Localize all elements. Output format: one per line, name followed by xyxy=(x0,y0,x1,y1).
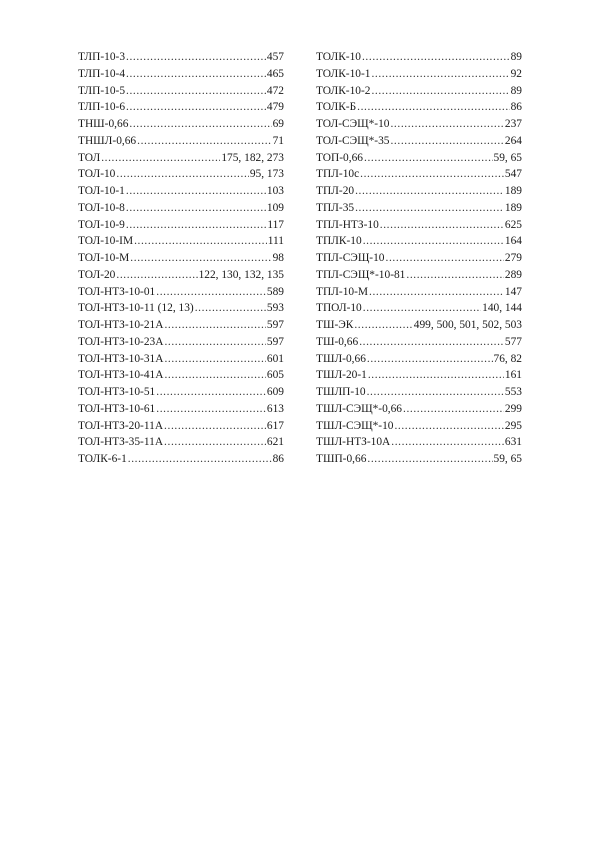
index-entry-pages: 577 xyxy=(504,335,522,348)
index-entry-pages: 609 xyxy=(266,386,284,398)
dot-leader xyxy=(364,150,493,167)
index-entry-pages: 553 xyxy=(504,386,522,398)
dot-leader xyxy=(371,83,509,100)
index-entry xyxy=(78,284,284,301)
index-entry-pages: 111 xyxy=(267,235,284,248)
index-entry-pages: 617 xyxy=(266,419,284,432)
dot-leader xyxy=(406,267,504,284)
index-entry xyxy=(78,49,284,66)
index-entry-pages: 86 xyxy=(510,101,522,114)
dot-leader xyxy=(355,200,504,217)
dot-leader xyxy=(164,317,265,334)
index-entry-term: ТПЛ-10-М xyxy=(316,285,369,298)
index-entry xyxy=(78,99,284,116)
index-column-right xyxy=(316,49,522,468)
dot-leader xyxy=(164,351,265,368)
dot-leader xyxy=(126,66,266,83)
index-entry xyxy=(316,217,522,234)
index-entry xyxy=(316,183,522,200)
index-entry-term: ТОЛ-10 xyxy=(78,168,116,181)
index-entry xyxy=(316,83,522,100)
index-entry-term: ТПЛ-СЭЩ-10 xyxy=(316,252,385,264)
index-entry-term: ТШЛ-20-1 xyxy=(316,369,367,382)
dot-leader xyxy=(156,284,266,301)
dot-leader xyxy=(355,183,504,200)
index-entry-term: ТОЛ-10-М xyxy=(78,252,130,264)
index-entry-term: ТОЛ-НТЗ-10-31А xyxy=(78,352,164,365)
index-entry-pages: 597 xyxy=(266,335,284,348)
dot-leader xyxy=(360,166,504,183)
index-entry-pages: 109 xyxy=(266,201,284,214)
index-entry-term: ТОЛ-НТЗ-10-61 xyxy=(78,402,156,415)
index-entry-term: ТШП-0,66 xyxy=(316,453,367,465)
index-entry xyxy=(78,66,284,83)
index-entry-pages: 59, 65 xyxy=(493,151,522,164)
index-entry-term: ТОЛК-6-1 xyxy=(78,453,127,465)
index-entry-pages: 92 xyxy=(510,67,522,80)
index-entry-pages: 605 xyxy=(266,369,284,382)
index-entry-term: ТОЛ xyxy=(78,151,101,164)
index-entry xyxy=(316,166,522,183)
index-entry-term: ТОЛ-20 xyxy=(78,268,116,281)
index-entry-pages: 189 xyxy=(504,201,522,214)
index-entry-term: ТОЛК-10-1 xyxy=(316,67,371,80)
index-entry-term: ТОЛК-10 xyxy=(316,51,361,63)
index-entry xyxy=(78,300,284,317)
index-entry-term: ТПЛ-СЭЩ*-10-81 xyxy=(316,268,406,281)
index-entry-term: ТОЛ-НТЗ-10-01 xyxy=(78,285,156,298)
dot-leader xyxy=(130,250,271,267)
index-entry xyxy=(78,401,284,418)
index-entry-pages: 631 xyxy=(504,436,522,449)
index-entry-term: ТОЛК-Б xyxy=(316,101,357,114)
index-entry-pages: 122, 130, 132, 135 xyxy=(198,268,284,281)
dot-leader xyxy=(380,217,504,234)
index-entry-pages: 147 xyxy=(504,285,522,298)
index-entry xyxy=(78,183,284,200)
dot-leader xyxy=(368,367,504,384)
index-entry-term: ТОЛ-НТЗ-10-11 (12, 13) xyxy=(78,302,194,315)
index-entry xyxy=(78,133,284,150)
dot-leader xyxy=(391,434,504,451)
index-entry-term: ТШ-ЭК xyxy=(316,319,354,331)
index-entry xyxy=(316,418,522,435)
index-entry-pages: 295 xyxy=(504,419,522,432)
index-entry-pages: 264 xyxy=(504,134,522,147)
index-entry xyxy=(316,284,522,301)
index-entry xyxy=(316,150,522,167)
dot-leader xyxy=(126,99,266,116)
index-entry xyxy=(78,267,284,284)
dot-leader xyxy=(128,451,272,468)
index-entry-term: ТОЛ-СЭЩ*-35 xyxy=(316,134,390,147)
index-entry-term: ТОЛ-НТЗ-20-11А xyxy=(78,419,164,432)
index-entry-term: ТОЛ-НТЗ-10-23А xyxy=(78,335,164,348)
index-entry xyxy=(78,116,284,133)
index-entry-pages: 472 xyxy=(266,84,284,97)
dot-leader xyxy=(126,183,266,200)
dot-leader xyxy=(126,83,266,100)
dot-leader xyxy=(367,384,504,401)
index-entry-term: ТЛП-10-4 xyxy=(78,67,126,80)
index-entry-term: ТОЛ-НТЗ-10-41А xyxy=(78,369,164,382)
dot-leader xyxy=(137,133,271,150)
index-entry xyxy=(316,317,522,334)
index-entry-pages: 89 xyxy=(510,51,522,63)
index-entry-term: ТОЛ-НТЗ-10-21А xyxy=(78,319,164,331)
index-entry-pages: 499, 500, 501, 502, 503 xyxy=(413,319,522,331)
dot-leader xyxy=(164,434,266,451)
index-entry xyxy=(78,250,284,267)
index-entry-pages: 95, 173 xyxy=(249,168,284,181)
index-entry xyxy=(78,434,284,451)
index-entry xyxy=(78,217,284,234)
index-entry-pages: 89 xyxy=(510,84,522,97)
index-entry-term: ТОЛ-10-IM xyxy=(78,235,134,248)
dot-leader xyxy=(371,66,509,83)
index-entry-term: ТЛП-10-5 xyxy=(78,84,126,97)
index-entry-term: ТШЛ-0,66 xyxy=(316,352,366,365)
index-entry xyxy=(316,267,522,284)
index-entry xyxy=(316,351,522,368)
dot-leader xyxy=(390,116,503,133)
dot-leader xyxy=(134,233,267,250)
dot-leader xyxy=(354,317,412,334)
index-entry xyxy=(78,83,284,100)
index-entry-pages: 601 xyxy=(266,352,284,365)
index-entry xyxy=(316,116,522,133)
index-entry-pages: 457 xyxy=(266,51,284,63)
dot-leader xyxy=(363,300,481,317)
index-entry-term: ТОЛ-10-1 xyxy=(78,185,125,197)
index-entry-term: ТШЛ-СЭЩ*-0,66 xyxy=(316,402,402,415)
index-entry-term: ТОЛ-10-9 xyxy=(78,218,125,231)
dot-leader xyxy=(367,451,492,468)
dot-leader xyxy=(156,401,266,418)
dot-leader xyxy=(164,334,265,351)
dot-leader xyxy=(156,384,266,401)
index-entry-pages: 164 xyxy=(504,235,522,248)
index-entry-term: ТПЛ-НТЗ-10 xyxy=(316,218,379,231)
dot-leader xyxy=(195,300,266,317)
index-entry-term: ТЛП-10-6 xyxy=(78,101,126,114)
index-entry-pages: 299 xyxy=(504,402,522,415)
dot-leader xyxy=(359,334,504,351)
index-entry-pages: 86 xyxy=(272,453,284,465)
index-entry-pages: 479 xyxy=(266,101,284,114)
index-entry-pages: 117 xyxy=(267,218,284,231)
index-entry-pages: 59, 65 xyxy=(493,453,522,465)
index-entry-pages: 103 xyxy=(266,185,284,197)
index-entry-pages: 597 xyxy=(266,319,284,331)
index-entry xyxy=(316,384,522,401)
dot-leader xyxy=(101,150,220,167)
index-entry-term: ТОЛ-НТЗ-35-11А xyxy=(78,436,164,449)
dot-leader xyxy=(116,166,248,183)
index-entry-pages: 161 xyxy=(504,369,522,382)
index-entry xyxy=(78,200,284,217)
dot-leader xyxy=(126,200,266,217)
index-entry-term: ТОП-0,66 xyxy=(316,151,363,164)
dot-leader xyxy=(403,401,504,418)
dot-leader xyxy=(129,116,271,133)
index-entry-term: ТНШЛ-0,66 xyxy=(78,134,137,147)
index-entry xyxy=(316,367,522,384)
index-entry-term: ТЛП-10-3 xyxy=(78,51,126,63)
index-entry xyxy=(316,99,522,116)
index-entry-pages: 175, 182, 273 xyxy=(221,151,284,164)
index-entry-pages: 593 xyxy=(266,302,284,315)
dot-leader xyxy=(357,99,509,116)
index-entry xyxy=(78,150,284,167)
index-entry-term: ТПОЛ-10 xyxy=(316,302,362,315)
dot-leader xyxy=(362,49,510,66)
index-entry-pages: 237 xyxy=(504,118,522,130)
index-entry-term: ТШ-0,66 xyxy=(316,335,359,348)
index-entry-term: ТШЛП-10 xyxy=(316,386,366,398)
index-entry xyxy=(316,250,522,267)
index-entry-term: ТОЛК-10-2 xyxy=(316,84,371,97)
dot-leader xyxy=(126,217,266,234)
index-entry xyxy=(78,384,284,401)
index-entry xyxy=(316,49,522,66)
index-entry xyxy=(316,334,522,351)
index-entry-term: ТШЛ-СЭЩ*-10 xyxy=(316,419,394,432)
index-entry xyxy=(78,317,284,334)
index-entry-pages: 589 xyxy=(266,285,284,298)
dot-leader xyxy=(386,250,504,267)
dot-leader xyxy=(126,49,266,66)
dot-leader xyxy=(394,418,503,435)
index-entry-term: ТОЛ-СЭЩ*-10 xyxy=(316,118,390,130)
index-entry xyxy=(316,401,522,418)
index-entry xyxy=(78,367,284,384)
index-entry-pages: 613 xyxy=(266,402,284,415)
dot-leader xyxy=(116,267,197,284)
index-entry-term: ТПЛК-10 xyxy=(316,235,362,248)
dot-leader xyxy=(369,284,504,301)
index-entry-pages: 189 xyxy=(504,185,522,197)
index-entry xyxy=(316,133,522,150)
dot-leader xyxy=(367,351,493,368)
index-entry-pages: 289 xyxy=(504,268,522,281)
index-entry-term: ТШЛ-НТЗ-10А xyxy=(316,436,391,449)
index-entry-pages: 547 xyxy=(504,168,522,181)
index-entry-pages: 465 xyxy=(266,67,284,80)
dot-leader xyxy=(363,233,504,250)
index-entry xyxy=(316,300,522,317)
index-entry xyxy=(78,233,284,250)
index-entry xyxy=(78,351,284,368)
index-entry xyxy=(78,334,284,351)
index-entry-pages: 279 xyxy=(504,252,522,264)
index-entry-term: ТПЛ-20 xyxy=(316,185,355,197)
index-entry xyxy=(78,451,284,468)
index-entry xyxy=(78,418,284,435)
index-entry-pages: 621 xyxy=(266,436,284,449)
index-entry xyxy=(78,166,284,183)
index-entry xyxy=(316,200,522,217)
index-entry-term: ТОЛ-10-8 xyxy=(78,201,125,214)
index-entry-pages: 76, 82 xyxy=(493,352,522,365)
index-entry-term: ТНШ-0,66 xyxy=(78,118,129,130)
index-entry xyxy=(316,434,522,451)
index-entry-term: ТПЛ-35 xyxy=(316,201,355,214)
index-entry-pages: 98 xyxy=(272,252,284,264)
index-entry xyxy=(316,451,522,468)
index-entry-term: ТПЛ-10с xyxy=(316,168,360,181)
dot-leader xyxy=(164,367,265,384)
index-entry-term: ТОЛ-НТЗ-10-51 xyxy=(78,386,156,398)
index-entry-pages: 625 xyxy=(504,218,522,231)
index-entry-pages: 69 xyxy=(272,118,284,130)
index-entry xyxy=(316,66,522,83)
index-column-left xyxy=(78,49,284,468)
index-entry-pages: 140, 144 xyxy=(482,302,522,315)
dot-leader xyxy=(390,133,503,150)
dot-leader xyxy=(164,418,266,435)
index-entry xyxy=(316,233,522,250)
index-entry-pages: 71 xyxy=(272,134,284,147)
